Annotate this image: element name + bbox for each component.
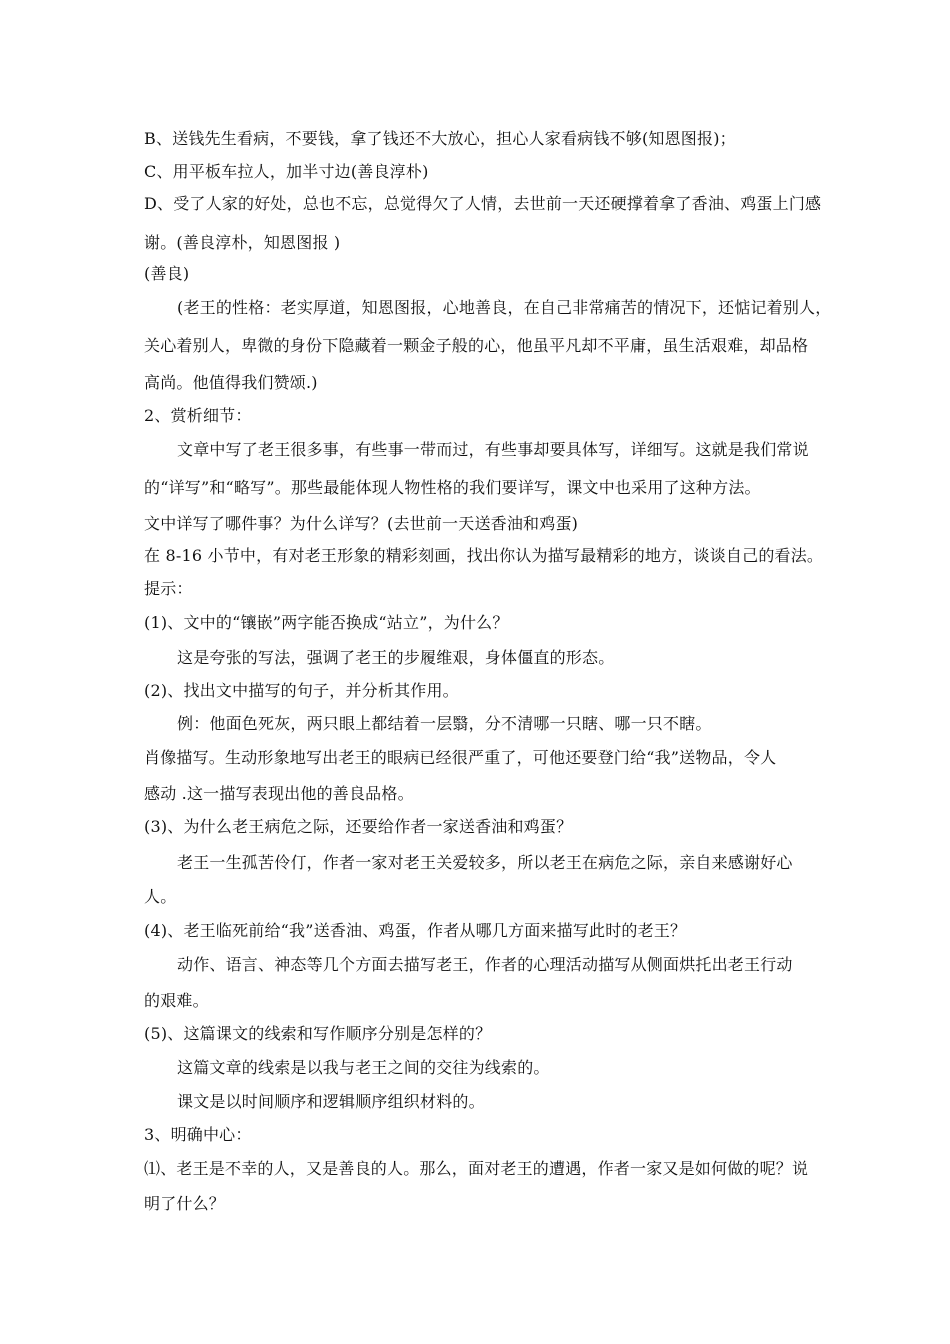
section-heading-theme: 3、明确中心： — [144, 1125, 252, 1144]
option-d-line-cont: 谢。(善良淳朴，知恩图报 ) — [144, 233, 341, 252]
paragraph-line: 的“详写”和“略写”。那些最能体现人物性格的我们要详写，课文中也采用了这种方法。 — [144, 478, 761, 497]
answer-line: 这篇文章的线索是以我与老王之间的交往为线索的。 — [177, 1058, 550, 1077]
paragraph-line: 文章中写了老王很多事，有些事一带而过，有些事却要具体写，详细写。这就是我们常说 — [177, 440, 809, 459]
sub-question-5: (5)、这篇课文的线索和写作顺序分别是怎样的？ — [144, 1024, 492, 1043]
answer-line: 感动 .这一描写表现出他的善良品格。 — [144, 784, 414, 803]
answer-line: 老王一生孤苦伶仃，作者一家对老王关爱较多，所以老王在病危之际，亲自来感谢好心 — [177, 853, 793, 872]
example-line: 例：他面色死灰，两只眼上都结着一层翳，分不清哪一只瞎、哪一只不瞎。 — [177, 714, 712, 733]
answer-line: 人。 — [144, 887, 177, 906]
section-heading-details: 2、赏析细节： — [144, 406, 252, 425]
hint-label: 提示： — [144, 579, 193, 598]
sub-question-3: (3)、为什么老王病危之际，还要给作者一家送香油和鸡蛋？ — [144, 817, 573, 836]
question-line: 文中详写了哪件事？为什么详写？(去世前一天送香油和鸡蛋) — [144, 514, 579, 533]
sub-question-2: (2)、找出文中描写的句子，并分析其作用。 — [144, 681, 459, 700]
answer-line: 课文是以时间顺序和逻辑顺序组织材料的。 — [177, 1092, 485, 1111]
character-summary-line: (老王的性格：老实厚道，知恩图报，心地善良，在自己非常痛苦的情况下，还惦记着别人， — [177, 298, 832, 317]
question-line: 明了什么？ — [144, 1194, 226, 1213]
option-d-line: D、受了人家的好处，总也不忘，总觉得欠了人情，去世前一天还硬撑着拿了香油、鸡蛋上门感 — [144, 194, 822, 213]
answer-line: 的艰难。 — [144, 991, 209, 1010]
option-c-line: C、用平板车拉人，加半寸边(善良淳朴) — [144, 162, 429, 181]
character-summary-line: 关心着别人，卑微的身份下隐藏着一颗金子般的心，他虽平凡却不平庸，虽生活艰难，却品格 — [144, 336, 809, 355]
character-summary-line: 高尚。他值得我们赞颂.) — [144, 373, 318, 392]
question-line: 在 8-16 小节中，有对老王形象的精彩刻画，找出你认为描写最精彩的地方，谈谈自己的看法。 — [144, 546, 824, 565]
question-line: ⑴、老王是不幸的人，又是善良的人。那么，面对老王的遭遇，作者一家又是如何做的呢？说 — [144, 1159, 809, 1178]
sub-question-1: (1)、文中的“镶嵌”两字能否换成“站立”，为什么？ — [144, 613, 509, 632]
sub-question-4: (4)、老王临死前给“我”送香油、鸡蛋，作者从哪几方面来描写此时的老王？ — [144, 921, 687, 940]
answer-line: 这是夸张的写法，强调了老王的步履维艰，身体僵直的形态。 — [177, 648, 615, 667]
answer-line: 动作、语言、神态等几个方面去描写老王，作者的心理活动描写从侧面烘托出老王行动 — [177, 955, 793, 974]
option-b-line: B、送钱先生看病，不要钱，拿了钱还不大放心，担心人家看病钱不够(知恩图报)； — [144, 129, 736, 148]
kindness-note: (善良) — [144, 264, 190, 283]
answer-line: 肖像描写。生动形象地写出老王的眼病已经很严重了，可他还要登门给“我”送物品，令人 — [144, 748, 777, 767]
